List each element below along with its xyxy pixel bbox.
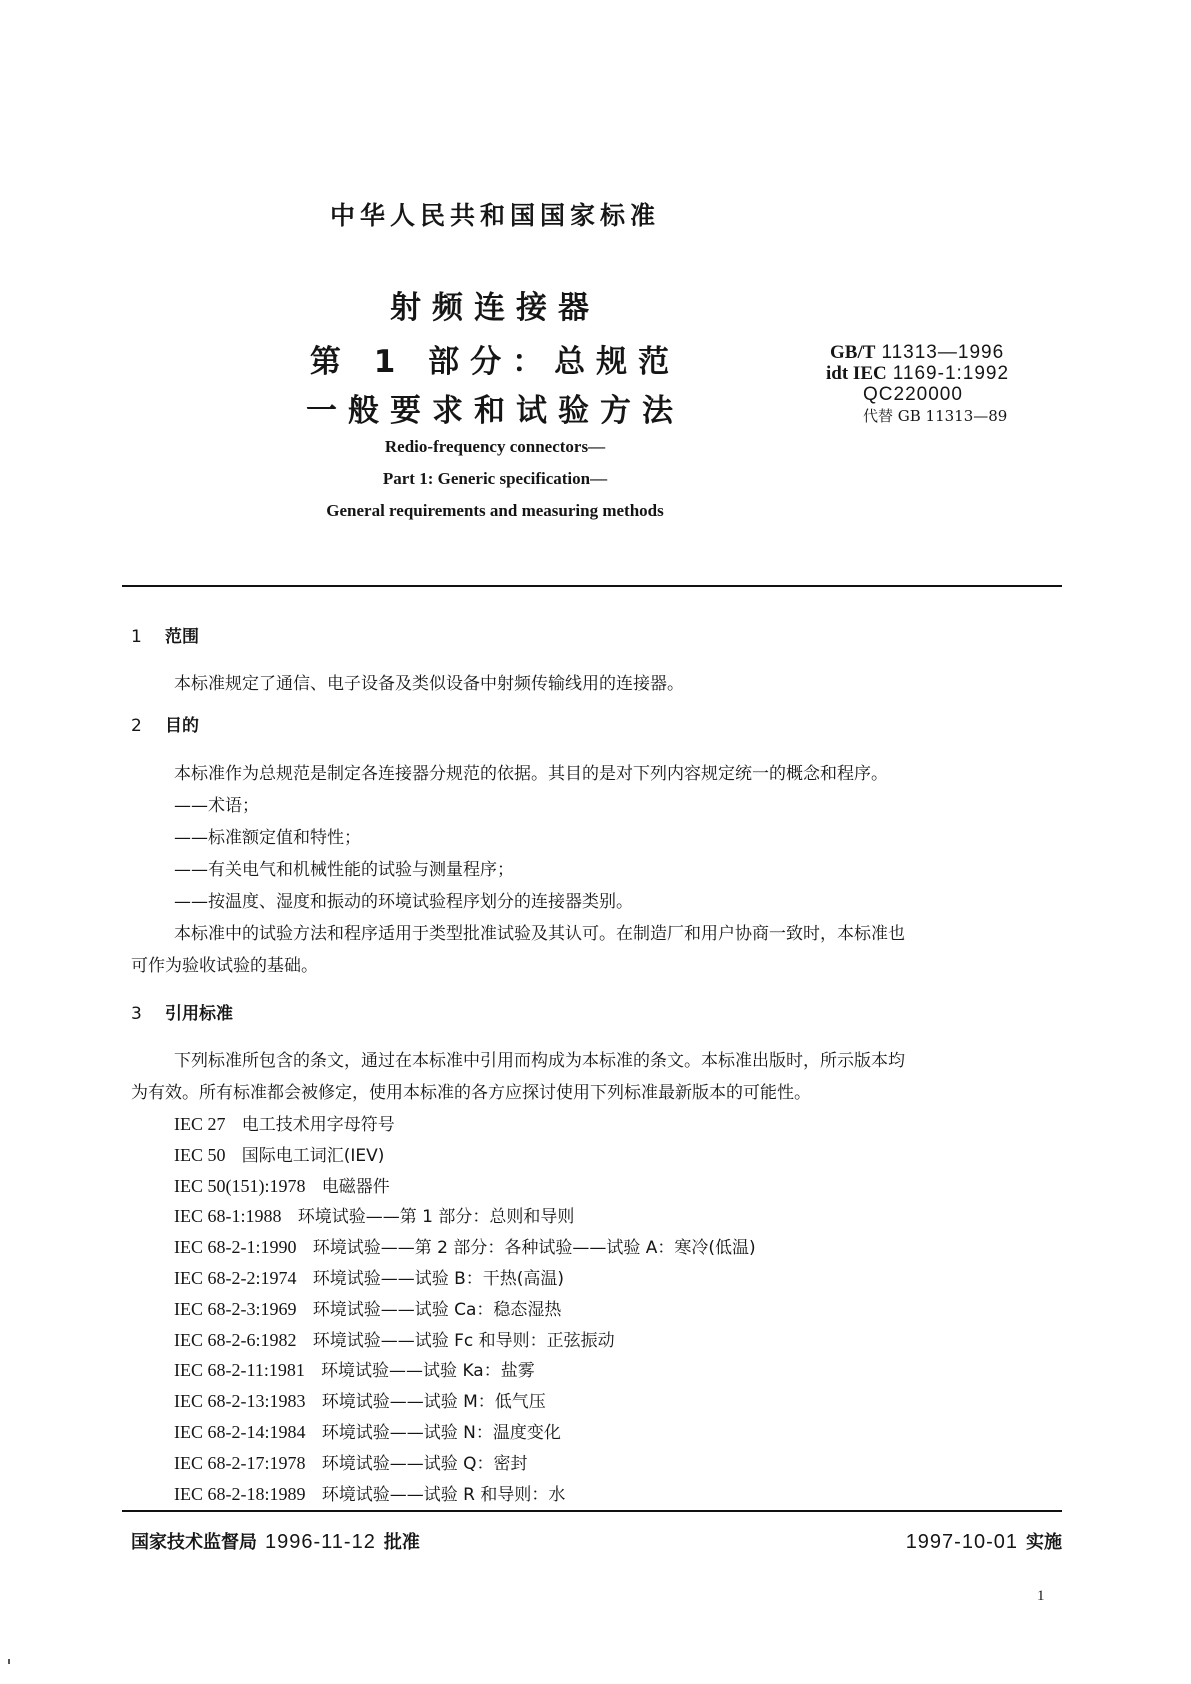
reference-item bbox=[174, 1480, 565, 1505]
scan-artifact bbox=[8, 1659, 10, 1664]
ref-code: IEC 68-2-6:1982 bbox=[174, 1329, 297, 1350]
reference-item bbox=[174, 1172, 390, 1197]
section-3-heading bbox=[131, 999, 233, 1024]
title-cn-line-2: 第 1 部分：总规范 bbox=[309, 344, 681, 380]
section-2-item-2: ——标准额定值和特性； bbox=[174, 828, 361, 848]
section-1-title: 范围 bbox=[165, 627, 199, 647]
ref-title: 环境试验——试验 Q：密封 bbox=[321, 1453, 528, 1474]
bottom-rule bbox=[122, 1510, 1062, 1512]
section-2-item-3: ——有关电气和机械性能的试验与测量程序； bbox=[174, 860, 514, 880]
ref-title: 环境试验——试验 Fc 和导则：正弦振动 bbox=[312, 1330, 615, 1351]
gb-number: 11313—1996 bbox=[881, 342, 1005, 363]
reference-item bbox=[174, 1295, 561, 1320]
ref-code: IEC 68-2-11:1981 bbox=[174, 1360, 305, 1381]
effective-label: 实施 bbox=[1026, 1532, 1062, 1553]
ref-title: 电工技术用字母符号 bbox=[241, 1115, 395, 1135]
ref-title: 环境试验——试验 B：干热(高温) bbox=[312, 1269, 565, 1289]
section-2-intro: 本标准作为总规范是制定各连接器分规范的依据。其目的是对下列内容规定统一的概念和程序。 bbox=[174, 764, 888, 784]
section-3-number: 3 bbox=[131, 1004, 142, 1024]
ref-code: IEC 68-1:1988 bbox=[174, 1206, 282, 1227]
effective-date: 1997-10-01 bbox=[905, 1531, 1018, 1553]
reference-item bbox=[174, 1418, 561, 1443]
ref-title: 环境试验——试验 Ca：稳态湿热 bbox=[312, 1299, 562, 1320]
replaces-code: 代替 GB 11313—89 bbox=[863, 407, 1008, 425]
reference-item bbox=[174, 1110, 395, 1135]
section-2-heading bbox=[131, 711, 199, 736]
reference-item bbox=[174, 1202, 574, 1227]
reference-item bbox=[174, 1264, 564, 1289]
reference-item bbox=[174, 1233, 756, 1258]
ref-code: IEC 68-2-3:1969 bbox=[174, 1298, 297, 1319]
ref-title: 环境试验——试验 R 和导则：水 bbox=[321, 1484, 566, 1505]
reference-item bbox=[174, 1387, 546, 1412]
section-2-outro-line-2: 可作为验收试验的基础。 bbox=[131, 956, 318, 976]
approve-date: 1996-11-12 bbox=[265, 1531, 376, 1553]
section-2-item-1: ——术语； bbox=[174, 796, 259, 816]
title-en-line-3: General requirements and measuring methods bbox=[326, 501, 664, 520]
title-en-line-2: Part 1: Generic specification— bbox=[382, 469, 608, 488]
ref-code: IEC 68-2-17:1978 bbox=[174, 1452, 306, 1473]
reference-item bbox=[174, 1141, 384, 1166]
ref-title: 国际电工词汇(IEV) bbox=[241, 1145, 385, 1166]
ref-title: 环境试验——第 1 部分：总则和导则 bbox=[297, 1207, 575, 1228]
ref-code: IEC 68-2-18:1989 bbox=[174, 1483, 306, 1504]
ref-code: IEC 68-2-1:1990 bbox=[174, 1237, 297, 1258]
section-1-text: 本标准规定了通信、电子设备及类似设备中射频传输线用的连接器。 bbox=[174, 674, 684, 694]
idt-prefix: idt IEC bbox=[826, 363, 887, 384]
reference-item bbox=[174, 1356, 535, 1381]
title-cn-line-1: 射频连接器 bbox=[390, 290, 600, 326]
title-cn-line-3: 一般要求和试验方法 bbox=[306, 393, 684, 429]
approve-label: 批准 bbox=[383, 1532, 420, 1553]
page-number: 1 bbox=[1037, 1588, 1045, 1604]
reference-item bbox=[174, 1449, 528, 1474]
section-2-title: 目的 bbox=[165, 716, 199, 736]
section-3-intro-line-1: 下列标准所包含的条文，通过在本标准中引用而构成为本标准的条文。本标准出版时，所示版本均 bbox=[174, 1051, 905, 1071]
national-standard-heading: 中华人民共和国国家标准 bbox=[329, 201, 660, 230]
ref-code: IEC 68-2-2:1974 bbox=[174, 1268, 297, 1288]
section-1-number: 1 bbox=[131, 627, 142, 647]
footer-approval bbox=[131, 1528, 420, 1554]
section-3-intro-line-2: 为有效。所有标准都会被修定，使用本标准的各方应探讨使用下列标准最新版本的可能性。 bbox=[131, 1083, 811, 1103]
footer-effective bbox=[906, 1528, 1062, 1554]
issuer: 国家技术监督局 bbox=[131, 1532, 257, 1553]
ref-title: 环境试验——试验 M：低气压 bbox=[321, 1392, 546, 1413]
section-3-title: 引用标准 bbox=[165, 1004, 233, 1024]
reference-item bbox=[174, 1326, 615, 1351]
qc-code: QC220000 bbox=[863, 384, 963, 405]
idt-number: 1169-1:1992 bbox=[892, 363, 1010, 384]
gb-prefix: GB/T bbox=[830, 342, 876, 363]
ref-title: 环境试验——第 2 部分：各种试验——试验 A：寒冷(低温) bbox=[312, 1238, 756, 1259]
section-2-outro-line-1: 本标准中的试验方法和程序适用于类型批准试验及其认可。在制造厂和用户协商一致时，本标准也 bbox=[174, 924, 905, 944]
ref-code: IEC 27 bbox=[174, 1114, 226, 1134]
ref-code: IEC 50 bbox=[174, 1144, 226, 1165]
top-rule bbox=[122, 585, 1062, 587]
ref-title: 环境试验——试验 Ka：盐雾 bbox=[321, 1361, 535, 1382]
standard-code-block bbox=[826, 342, 1009, 426]
section-2-number: 2 bbox=[131, 716, 142, 736]
ref-code: IEC 50(151):1978 bbox=[174, 1175, 306, 1196]
ref-code: IEC 68-2-13:1983 bbox=[174, 1391, 306, 1412]
ref-code: IEC 68-2-14:1984 bbox=[174, 1422, 306, 1442]
ref-title: 环境试验——试验 N：温度变化 bbox=[321, 1423, 561, 1443]
section-2-item-4: ——按温度、湿度和振动的环境试验程序划分的连接器类别。 bbox=[174, 892, 633, 912]
title-en-line-1: Redio-frequency connectors— bbox=[384, 437, 606, 456]
ref-title: 电磁器件 bbox=[321, 1176, 390, 1197]
section-1-heading bbox=[131, 622, 199, 647]
